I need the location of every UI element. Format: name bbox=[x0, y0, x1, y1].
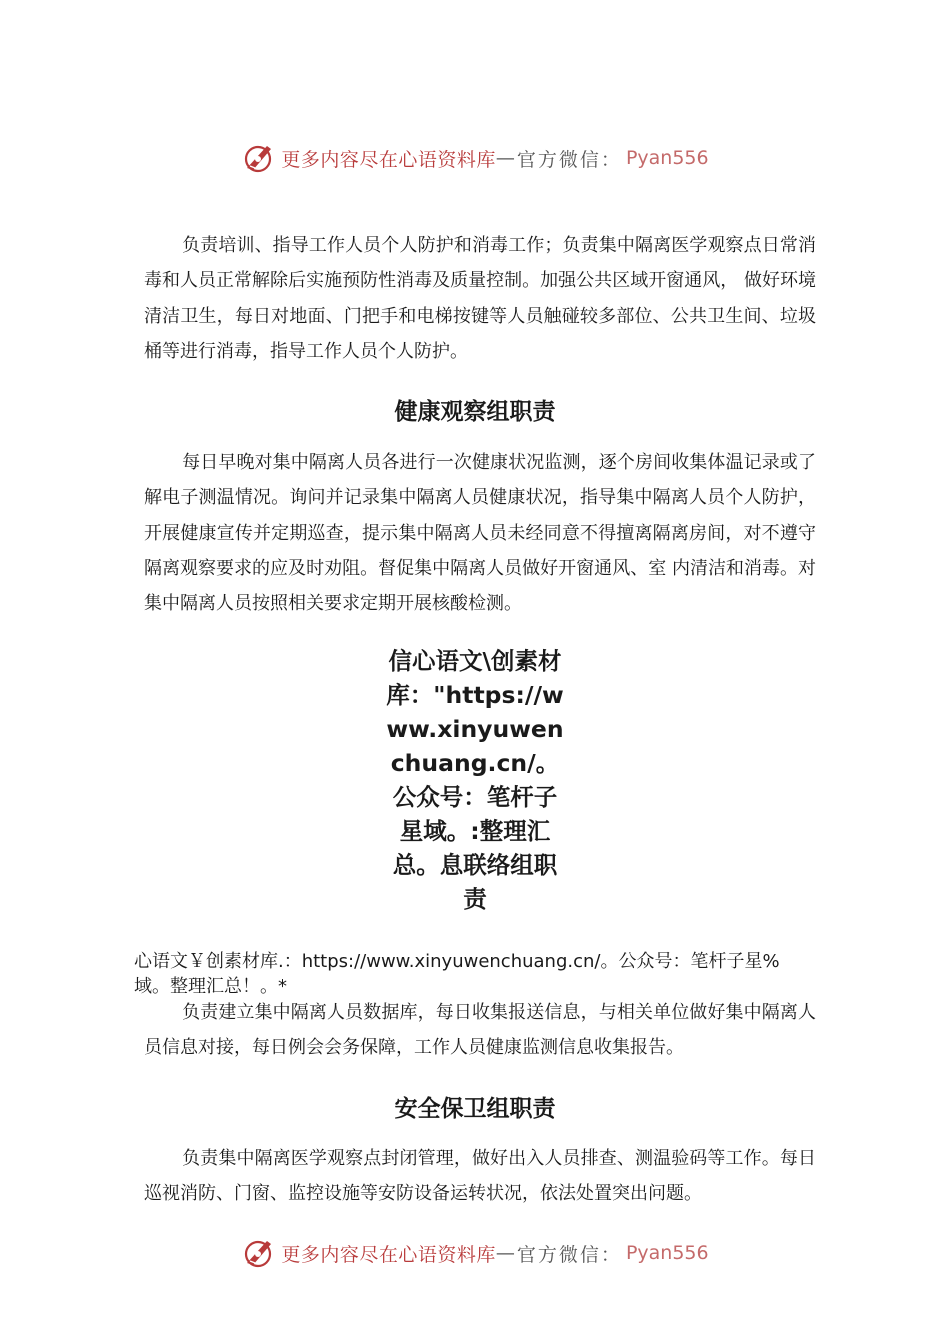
paragraph-info-liaison bbox=[144, 995, 816, 1066]
pen-logo-icon bbox=[241, 1235, 277, 1271]
watermark-line-1: 心语文￥创素材库.：https://www.xinyuwenchuang.cn/。公众号：笔杆子星% bbox=[134, 951, 780, 972]
paragraph-disinfection-text: 负责培训、指导工作人员个人防护和消毒工作；负责集中隔离医学观察点日常消毒和人员正常解除后实施预防性消毒及质量控制。加强公共区域开窗通风， 做好环境清洁卫生，每日对地面、门把手和电梯按键等人员触碰较多部位、公共卫生间、垃圾桶等进行消毒，指导工作人员个人防护。 bbox=[144, 235, 816, 362]
footer-banner bbox=[0, 1233, 950, 1273]
header-banner bbox=[0, 138, 950, 178]
header-banner-text: 更多内容尽在心语资料库 bbox=[281, 148, 496, 171]
watermark-line-2: 域。整理汇总！。* bbox=[134, 976, 287, 997]
heading-health-observation: 健康观察组职责 bbox=[394, 399, 556, 425]
paragraph-disinfection bbox=[144, 228, 816, 369]
header-banner-wechat-id: Pyan556 bbox=[625, 147, 709, 169]
footer-banner-dash: — bbox=[495, 1242, 517, 1264]
heading-info-liaison: 信心语文\创素材库："https://www.xinyuwenchuang.cn/。公众号：笔杆子星域。:整理汇总。息联络组职责 bbox=[386, 647, 564, 913]
paragraph-security-text: 负责集中隔离医学观察点封闭管理，做好出入人员排查、测温验码等工作。每日巡视消防、门窗、监控设施等安防设备运转状况，依法处置突出问题。 bbox=[144, 1148, 816, 1205]
header-banner-wechat-label: 官方微信： bbox=[516, 148, 622, 171]
paragraph-security bbox=[144, 1141, 816, 1212]
paragraph-info-liaison-text: 负责建立集中隔离人员数据库，每日收集报送信息，与相关单位做好集中隔离人员信息对接，每日例会会务保障，工作人员健康监测信息收集报告。 bbox=[144, 1002, 816, 1059]
heading-security: 安全保卫组职责 bbox=[394, 1096, 556, 1122]
paragraph-health-observation bbox=[144, 445, 816, 621]
pen-logo-icon bbox=[241, 140, 277, 176]
header-banner-dash: — bbox=[495, 147, 517, 169]
paragraph-health-observation-text: 每日早晚对集中隔离人员各进行一次健康状况监测，逐个房间收集体温记录或了解电子测温情况。询问并记录集中隔离人员健康状况，指导集中隔离人员个人防护，开展健康宣传并定期巡查，提示集中隔离人员未经同意不得擅离隔离房间，对不遵守隔离观察要求的应及时劝阻。督促集中隔离人员做好开窗通风、室 内清洁和消毒。对集中隔离人员按照相关要求定期开展核酸检测。 bbox=[144, 452, 816, 615]
footer-banner-wechat-label: 官方微信： bbox=[516, 1243, 622, 1266]
footer-banner-wechat-id: Pyan556 bbox=[625, 1242, 709, 1264]
footer-banner-text: 更多内容尽在心语资料库 bbox=[281, 1243, 496, 1266]
